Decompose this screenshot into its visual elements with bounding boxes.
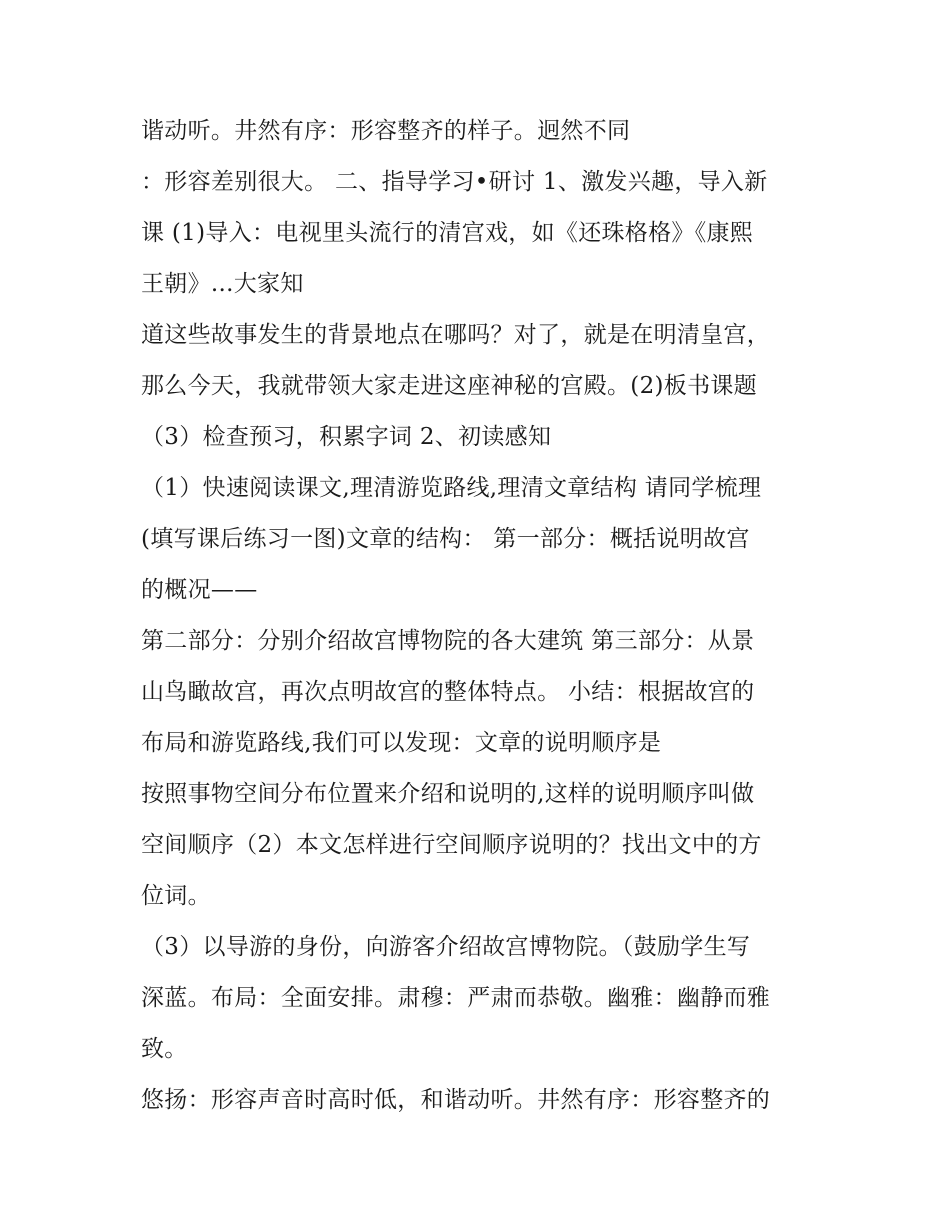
text-line-20: 悠扬：形容声音时高时低，和谐动听。井然有序：形容整齐的 bbox=[141, 1087, 771, 1113]
text-line-11: 第二部分：分别介绍故宫博物院的各大建筑 第三部分：从景 bbox=[141, 628, 755, 654]
text-line-18: 深蓝。布局：全面安排。肃穆：严肃而恭敬。幽雅：幽静而雅 bbox=[141, 985, 771, 1011]
text-line-10: 的概况—— bbox=[141, 577, 258, 603]
text-line-17: （3）以导游的身份，向游客介绍故宫博物院。（鼓励学生写 bbox=[141, 934, 751, 960]
text-line-19: 致。 bbox=[141, 1036, 188, 1062]
text-line-12: 山鸟瞰故宫，再次点明故宫的整体特点。 小结：根据故宫的 bbox=[141, 679, 755, 705]
text-line-2: ：形容差别很大。 二、指导学习•研讨 1、激发兴趣，导入新 bbox=[141, 169, 768, 195]
text-line-8: （1）快速阅读课文,理清游览路线,理清文章结构 请同学梳理 bbox=[141, 475, 762, 501]
text-line-3: 课 (1)导入：电视里头流行的清宫戏，如《还珠格格》《康熙 bbox=[141, 220, 754, 246]
text-line-15: 空间顺序（2）本文怎样进行空间顺序说明的？找出文中的方 bbox=[141, 832, 762, 858]
text-line-5: 道这些故事发生的背景地点在哪吗？对了，就是在明清皇宫， bbox=[141, 322, 771, 348]
text-line-14: 按照事物空间分布位置来介绍和说明的,这样的说明顺序叫做 bbox=[141, 781, 755, 807]
text-line-9: (填写课后练习一图)文章的结构： 第一部分：概括说明故宫 bbox=[141, 526, 750, 552]
text-line-4: 王朝》...大家知 bbox=[141, 271, 304, 297]
text-line-7: （3）检查预习，积累字词 2、初读感知 bbox=[141, 424, 552, 450]
document-text-body bbox=[141, 106, 821, 1126]
text-line-1: 谐动听。井然有序：形容整齐的样子。迥然不同 bbox=[141, 118, 631, 144]
text-line-16: 位词。 bbox=[141, 883, 211, 909]
text-line-13: 布局和游览路线,我们可以发现：文章的说明顺序是 bbox=[141, 730, 662, 756]
text-line-6: 那么今天，我就带领大家走进这座神秘的宫殿。(2)板书课题 bbox=[141, 373, 757, 399]
